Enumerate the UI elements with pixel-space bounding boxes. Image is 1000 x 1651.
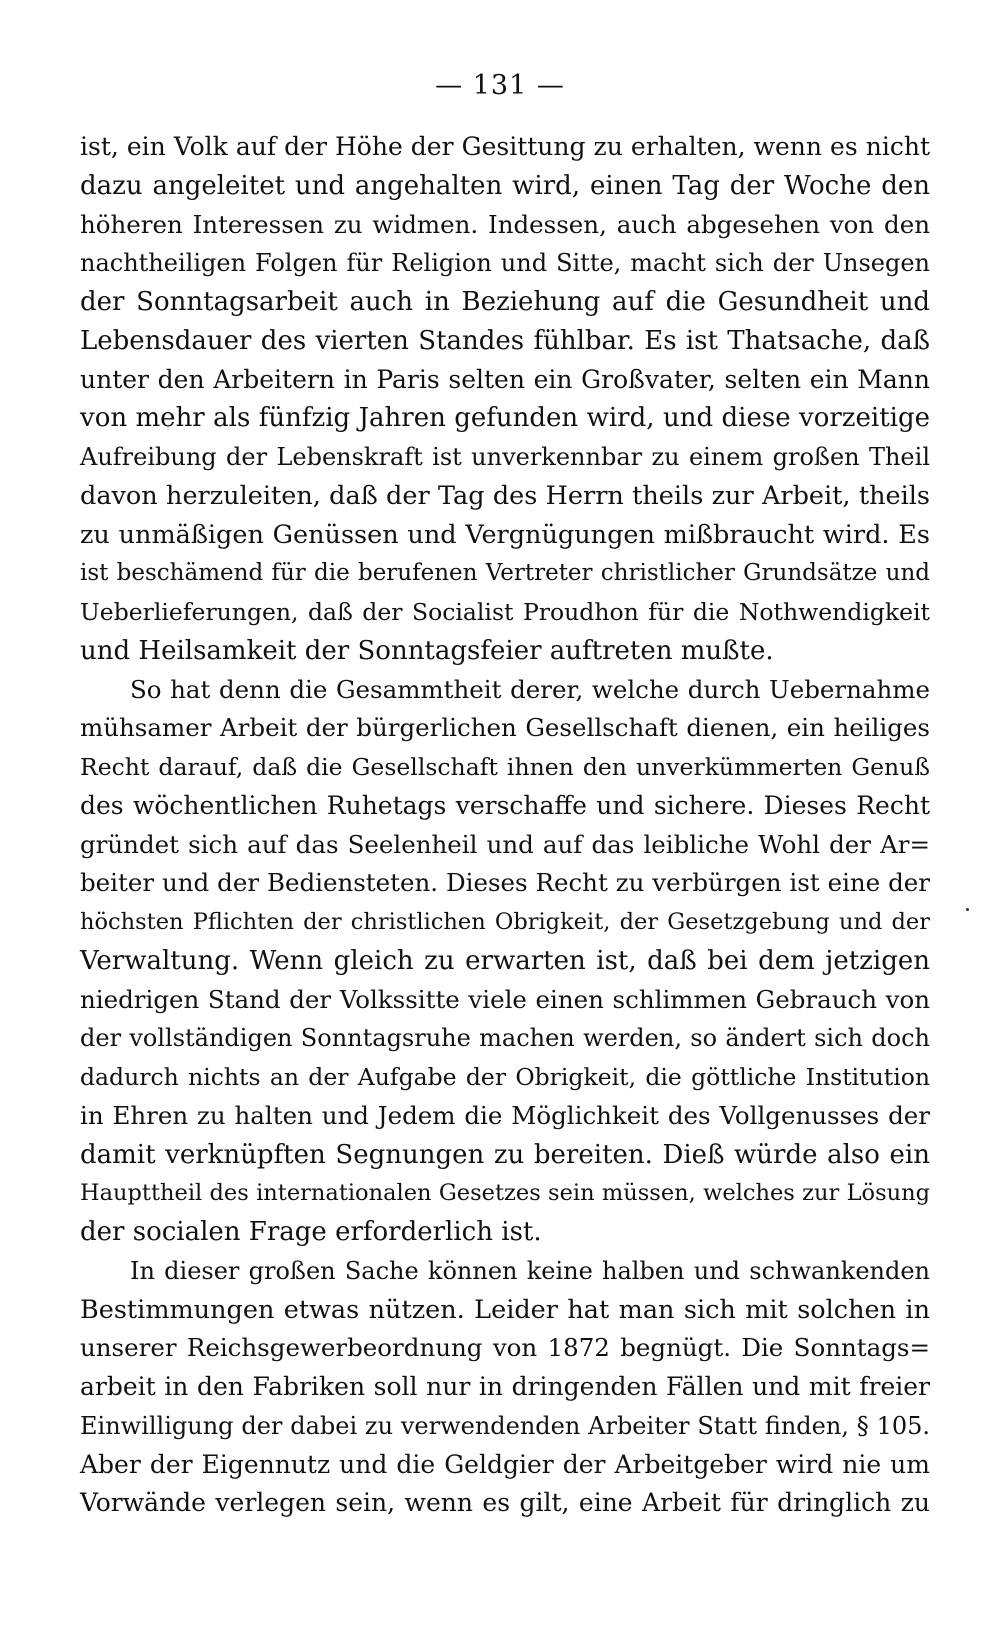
text-line: Aber der Eigennutz und die Geldgier der Arbeitgeber wird nie um — [80, 1449, 930, 1479]
text-line: höchsten Pflichten der christlichen Obrigkeit, der Gesetzgebung und der — [80, 909, 930, 935]
text-line: dadurch nichts an der Aufgabe der Obrigkeit, die göttliche Institution — [80, 1063, 930, 1091]
text-line: Vorwände verlegen sein, wenn es gilt, eine Arbeit für dringlich zu — [80, 1488, 930, 1518]
ink-speck — [966, 908, 969, 911]
text-line: des wöchentlichen Ruhetags verschaffe und sichere. Dieses Recht — [80, 790, 930, 820]
text-line: Bestimmungen etwas nützen. Leider hat man sich mit solchen in — [80, 1294, 930, 1325]
text-line: ist, ein Volk auf der Höhe der Gesittung zu erhalten, wenn es nicht — [80, 132, 930, 161]
text-line: von mehr als fünfzig Jahren gefunden wird, und diese vorzeitige — [80, 403, 930, 434]
text-line: Aufreibung der Lebenskraft ist unverkennbar zu einem großen Theil — [80, 443, 930, 471]
text-line: mühsamer Arbeit der bürgerlichen Gesellschaft dienen, ein heiliges — [80, 713, 930, 743]
text-line: der Sonntagsarbeit auch in Beziehung auf die Gesundheit und — [80, 287, 930, 317]
text-line: damit verknüpften Segnungen zu bereiten. Dieß würde also ein — [80, 1139, 930, 1170]
page-number: — 131 — — [435, 70, 565, 101]
text-line: beiter und der Bediensteten. Dieses Recht zu verbürgen ist eine der — [80, 868, 930, 898]
paragraph-start-line: In dieser großen Sache können keine halben und schwankenden — [130, 1256, 930, 1285]
text-line: unserer Reichsgewerbeordnung von 1872 begnügt. Die Sonntags= — [80, 1333, 930, 1363]
text-line: Einwilligung der dabei zu verwendenden Arbeiter Statt finden, § 105. — [80, 1411, 930, 1440]
text-line: der vollständigen Sonntagsruhe machen werden, so ändert sich doch — [80, 1024, 930, 1053]
text-line: dazu angeleitet und angehalten wird, einen Tag der Woche den — [80, 170, 930, 201]
text-line: Haupttheil des internationalen Gesetzes sein müssen, welches zur Lösung — [80, 1180, 930, 1207]
text-line: nachtheiligen Folgen für Religion und Sitte, macht sich der Unsegen — [80, 249, 930, 278]
text-line: Ueberlieferungen, daß der Socialist Proudhon für die Nothwendigkeit — [80, 598, 930, 626]
text-line: Verwaltung. Wenn gleich zu erwarten ist, daß bei dem jetzigen — [80, 945, 930, 976]
text-line: und Heilsamkeit der Sonntagsfeier auftreten mußte. — [80, 635, 774, 666]
text-line: unter den Arbeitern in Paris selten ein Großvater, selten ein Mann — [80, 364, 930, 394]
text-line: davon herzuleiten, daß der Tag des Herrn theils zur Arbeit, theils — [80, 480, 930, 511]
text-line: zu unmäßigen Genüssen und Vergnügungen mißbraucht wird. Es — [80, 519, 930, 550]
text-line: gründet sich auf das Seelenheil und auf das leibliche Wohl der Ar= — [80, 829, 930, 859]
text-line: arbeit in den Fabriken soll nur in dringenden Fällen und mit freier — [80, 1372, 930, 1401]
body-text — [80, 128, 930, 1523]
text-line: niedrigen Stand der Volkssitte viele einen schlimmen Gebrauch von — [80, 984, 930, 1014]
text-line: Recht darauf, daß die Gesellschaft ihnen den unverkümmerten Genuß — [80, 753, 930, 781]
paragraph-start-line: So hat denn die Gesammtheit derer, welche durch Uebernahme — [130, 674, 930, 704]
text-line: Lebensdauer des vierten Standes fühlbar. Es ist Thatsache, daß — [80, 325, 930, 356]
text-line: in Ehren zu halten und Jedem die Möglichkeit des Vollgenusses der — [80, 1100, 930, 1130]
text-line: höheren Interessen zu widmen. Indessen, auch abgesehen von den — [80, 209, 930, 239]
text-line: der socialen Frage erforderlich ist. — [80, 1217, 542, 1247]
text-line: ist beschämend für die berufenen Vertreter christlicher Grundsätze und — [80, 560, 930, 587]
